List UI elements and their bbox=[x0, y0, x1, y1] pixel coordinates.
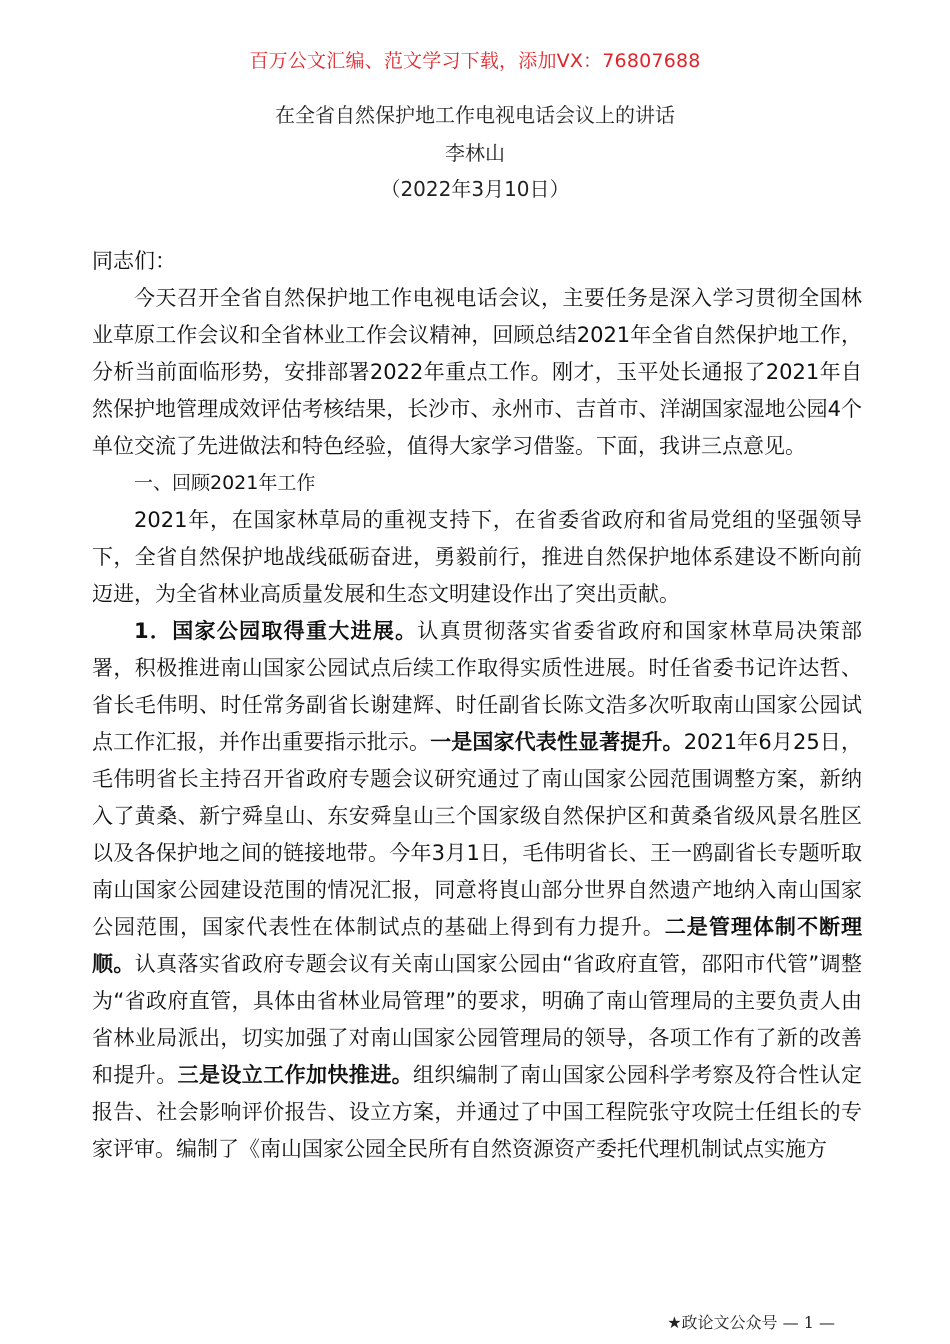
paragraph-review: 2021年，在国家林草局的重视支持下，在省委省政府和省局党组的坚强领导下，全省自然保护地战线砥砺奋进，勇毅前行，推进自然保护地体系建设不断向前迈进，为全省林业高质量发展和生态文明建设作出了突出贡献。 bbox=[92, 508, 862, 606]
speech-author: 李林山 bbox=[445, 141, 505, 165]
point-text-2: 2021年6月25日，毛伟明省长主持召开省政府专题会议研究通过了南山国家公园范围调整方案，新纳入了黄桑、新宁舜皇山、东安舜皇山三个国家级自然保护区和黄桑省级风景名胜区以及各保护地之间的链接地带。今年3月1日，毛伟明省长、王一鸥副省长专题听取南山国家公园建设范围的情况汇报，同意将崀山部分世界自然遗产地纳入南山国家公园范围，国家代表性在体制试点的基础上得到有力提升。 bbox=[92, 730, 863, 939]
paragraph-intro: 今天召开全省自然保护地工作电视电话会议，主要任务是深入学习贯彻全国林业草原工作会议和全省林业工作会议精神，回顾总结2021年全省自然保护地工作，分析当前面临形势，安排部署2022年重点工作。刚才，玉平处长通报了2021年自然保护地管理成效评估考核结果，长沙市、永州市、吉首市、洋湖国家湿地公园4个单位交流了先进做法和特色经验，值得大家学习借鉴。下面，我讲三点意见。 bbox=[92, 286, 862, 458]
point-heading-4: 三是设立工作加快推进。 bbox=[177, 1063, 414, 1087]
point-heading-2: 一是国家代表性显著提升。 bbox=[430, 730, 684, 754]
greeting: 同志们： bbox=[92, 249, 176, 273]
point-text-1: 认真贯彻落实省委省政府和国家林草局决策部署，积极推进南山国家公园试点后续工作取得实质性进展。时任省委书记许达哲、省长毛伟明、时任常务副省长谢建辉、时任副省长陈文浩多次听取南山国家公园试点工作汇报，并作出重要指示批示。 bbox=[92, 619, 862, 754]
point-heading-3: 二是管理体制不断理顺。 bbox=[92, 915, 863, 976]
section-heading-1: 一、回顾2021年工作 bbox=[134, 472, 316, 494]
page-number: — 1 — bbox=[782, 1313, 835, 1332]
speech-title: 在全省自然保护地工作电视电话会议上的讲话 bbox=[275, 103, 675, 127]
speech-date: （2022年3月10日） bbox=[380, 177, 570, 201]
point-heading-1: 1．国家公园取得重大进展。 bbox=[134, 619, 418, 643]
promo-banner: 百万公文汇编、范文学习下载，添加VX：76807688 bbox=[249, 50, 701, 72]
speech-body bbox=[92, 243, 862, 1168]
paragraph-national-park bbox=[92, 613, 862, 1168]
point-text-3: 认真落实省政府专题会议有关南山国家公园由“省政府直管，邵阳市代管”调整为“省政府直管，具体由省林业局管理”的要求，明确了南山管理局的主要负责人由省林业局派出，切实加强了对南山国家公园管理局的领导，各项工作有了新的改善和提升。 bbox=[92, 952, 863, 1087]
page-footer bbox=[667, 1310, 835, 1333]
point-text-4: 组织编制了南山国家公园科学考察及符合性认定报告、社会影响评价报告、设立方案，并通过了中国工程院张守攻院士任组长的专家评审。编制了《南山国家公园全民所有自然资源资产委托代理机制试点实施方 bbox=[92, 1063, 863, 1161]
footer-mark: ★政论文公众号 bbox=[667, 1313, 778, 1332]
